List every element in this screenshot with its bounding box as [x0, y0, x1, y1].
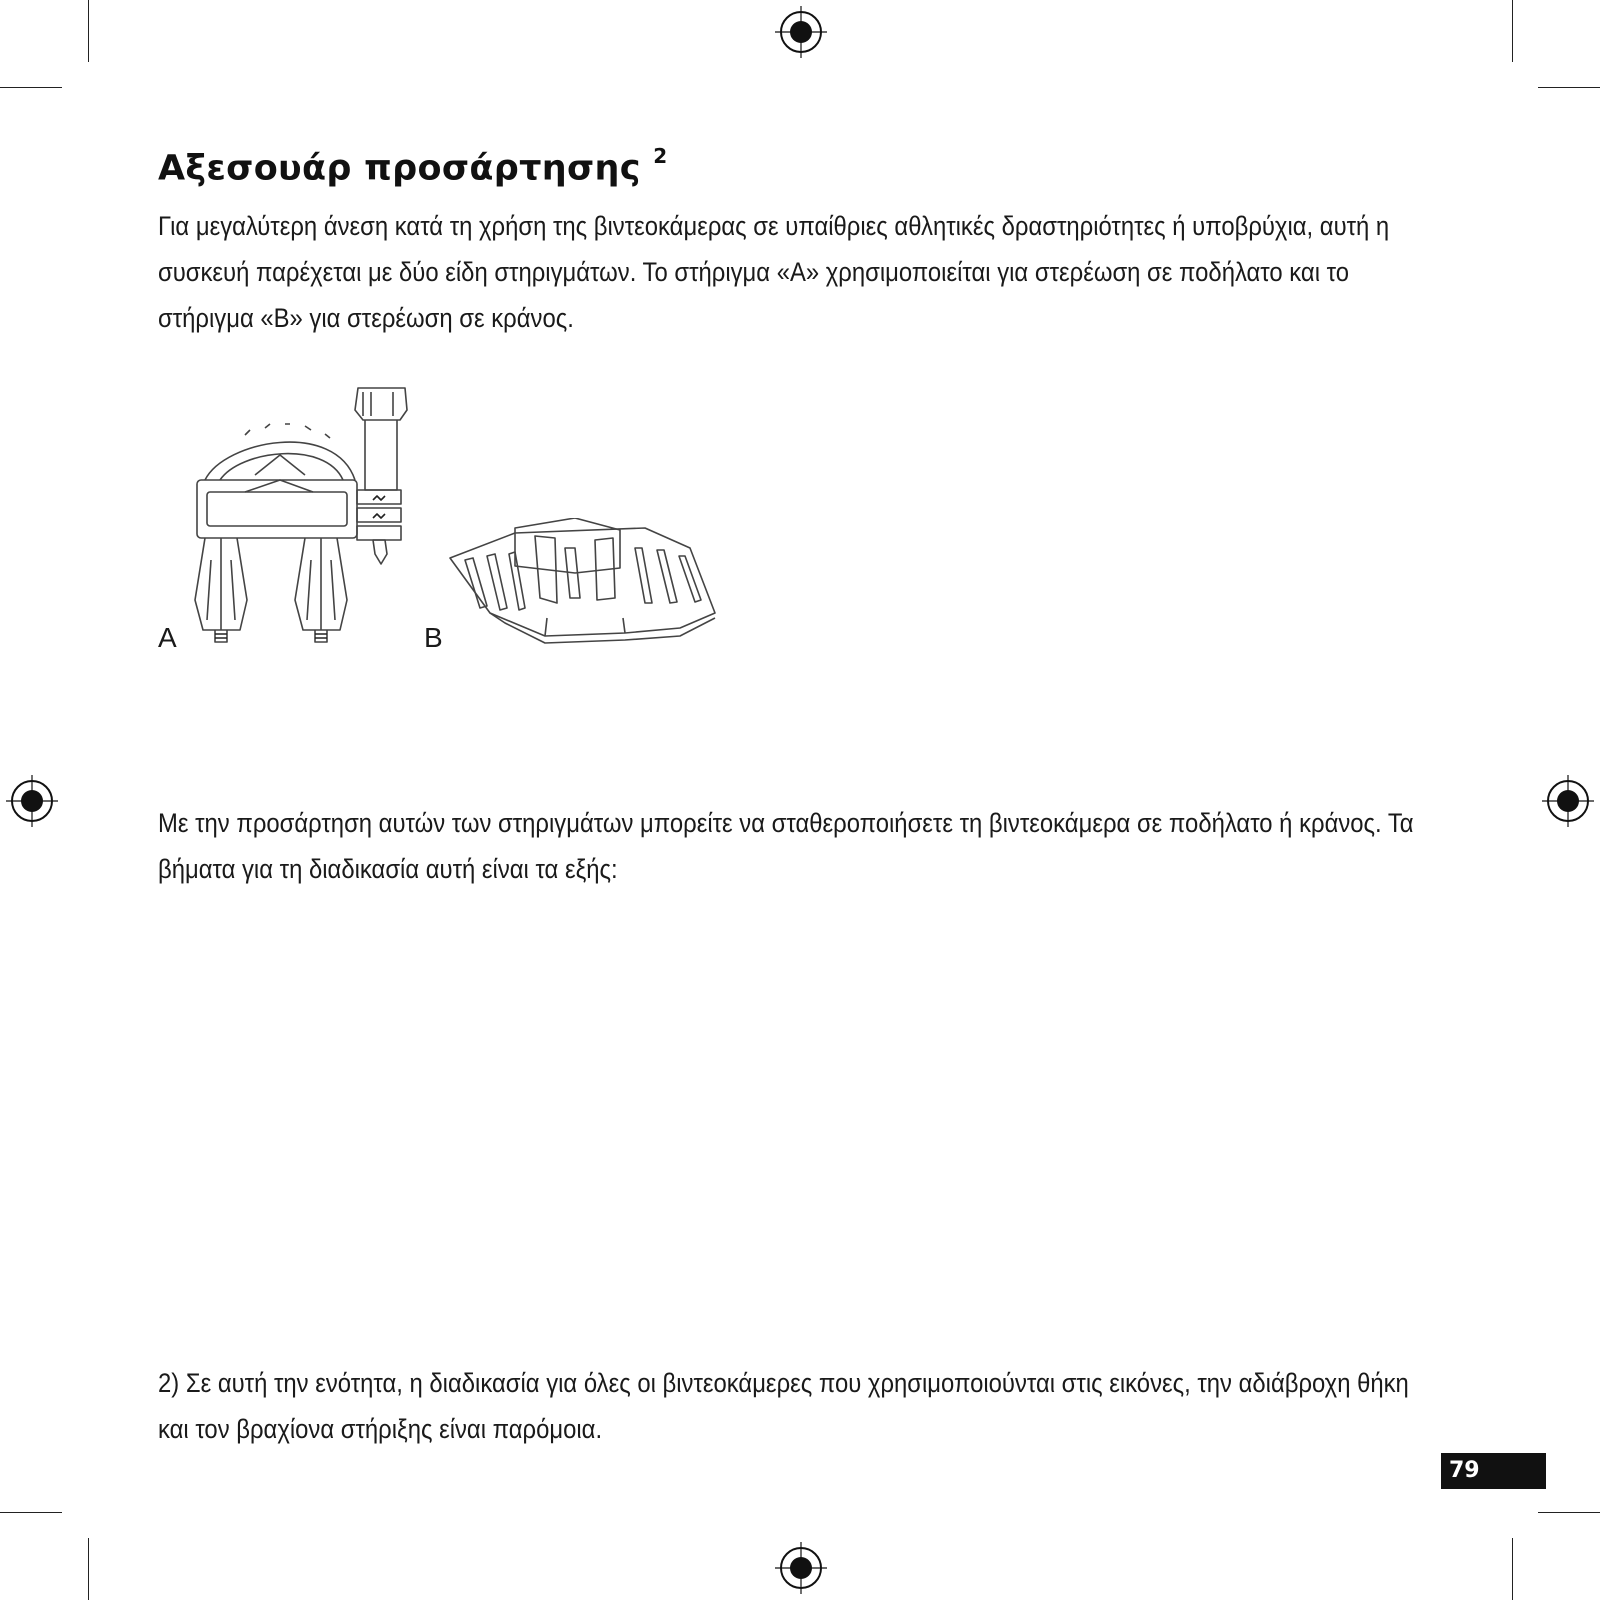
- figure-label-a: A: [158, 622, 177, 653]
- helmet-mount-drawing: [445, 518, 720, 653]
- section-title: [158, 144, 668, 189]
- registration-mark-icon: [1542, 775, 1594, 827]
- crop-mark: [88, 1538, 89, 1600]
- figure-label-b: B: [424, 622, 443, 653]
- footnote-marker: 2: [653, 144, 668, 168]
- section-title-text: Αξεσουάρ προσάρτησης: [158, 148, 641, 189]
- bicycle-mount-drawing: [185, 380, 430, 655]
- crop-mark: [0, 1512, 62, 1513]
- crop-mark: [0, 87, 62, 88]
- steps-paragraph: Με την προσάρτηση αυτών των στηριγμάτων μπορείτε να σταθεροποιήσετε τη βιντεοκάμερα σε ποδήλατο ή κράνος. Τα βήματα για τη διαδικασία αυτή είναι τα εξής:: [158, 808, 1414, 884]
- crop-mark: [88, 0, 89, 62]
- registration-mark-icon: [775, 6, 827, 58]
- registration-mark-icon: [6, 775, 58, 827]
- crop-mark: [1538, 1512, 1600, 1513]
- footnote-paragraph: 2) Σε αυτή την ενότητα, η διαδικασία για όλες οι βιντεοκάμερες που χρησιμοποιούνται στις εικόνες, την αδιάβροχη θήκη και τον βραχίονα στήριξης είναι παρόμοια.: [158, 1368, 1409, 1444]
- intro-paragraph: Για μεγαλύτερη άνεση κατά τη χρήση της βιντεοκάμερας σε υπαίθριες αθλητικές δραστηριότητες ή υποβρύχια, αυτή η συσκευή παρέχεται με δύο είδη στηριγμάτων. Το στήριγμα «A» χρησιμοποιείται για στερέωση σε ποδήλατο και το στήριγμα «B» για στερέωση σε κράνος.: [158, 211, 1390, 333]
- crop-mark: [1538, 87, 1600, 88]
- registration-mark-icon: [775, 1542, 827, 1594]
- crop-mark: [1512, 1538, 1513, 1600]
- crop-mark: [1512, 0, 1513, 62]
- page-number: 79: [1441, 1453, 1546, 1489]
